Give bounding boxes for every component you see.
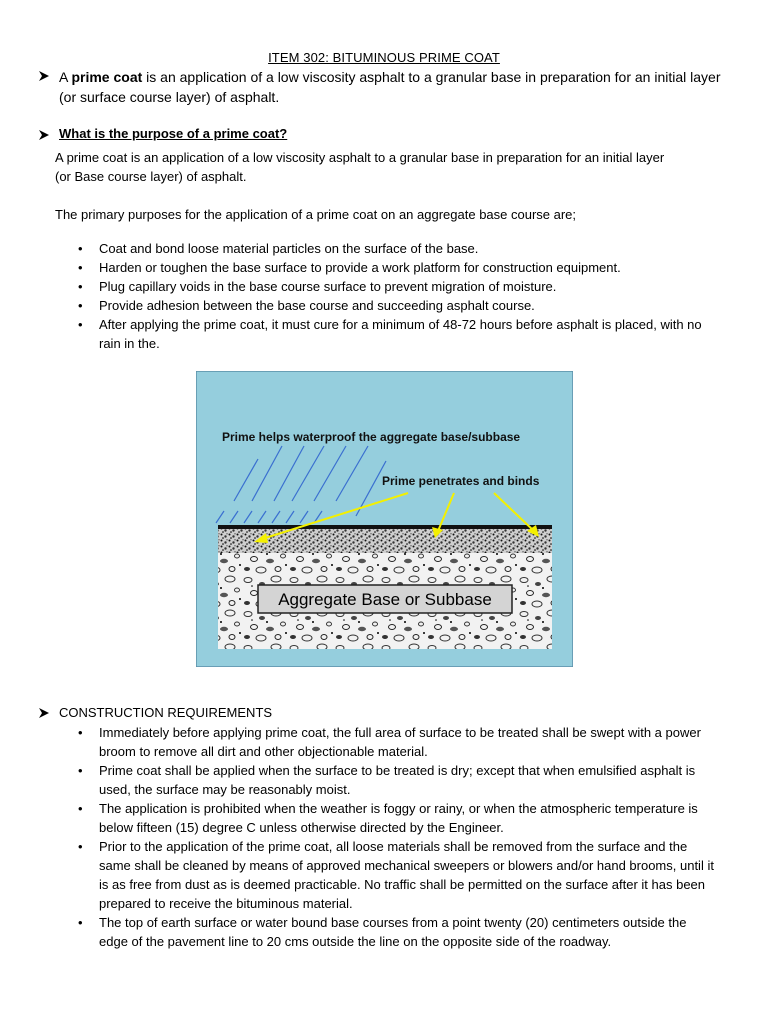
list-item: • Prior to the application of the prime coat, all loose materials shall be removed from the surface and the same shall be cleaned by means of approved mechanical sweepers or blowers and/or hand brooms, until it is as free from dust as is deemed practicable. No traffic shall be permitted on the surface after it has been prepared to receive the bituminous material. (78, 837, 718, 913)
list-item: • The application is prohibited when the weather is foggy or rainy, or when the atmospheric temperature is below fifteen (15) degree C unless otherwise directed by the Engineer. (78, 799, 718, 837)
purpose-paragraph-1 (55, 148, 725, 186)
intro-prefix: A (59, 69, 72, 85)
list-item: • After applying the prime coat, it must cure for a minimum of 48-72 hours before asphalt is placed, with no rain in the. (78, 315, 718, 353)
intro-rest-line2: (or surface course layer) of asphalt. (59, 89, 280, 105)
arrow-bullet-icon (37, 128, 51, 142)
purpose-para1-line1: A prime coat is an application of a low viscosity asphalt to a granular base in preparation for an initial layer (55, 150, 665, 165)
purpose-heading: What is the purpose of a prime coat? (59, 126, 288, 141)
construction-bullet-list (78, 723, 718, 951)
intro-paragraph (59, 67, 729, 107)
list-item: • Immediately before applying prime coat, the full area of surface to be treated shall be swept with a power broom to remove all dirt and other objectionable material. (78, 723, 718, 761)
list-item: • Coat and bond loose material particles on the surface of the base. (78, 239, 718, 258)
list-item: • Harden or toughen the base surface to provide a work platform for construction equipment. (78, 258, 718, 277)
figure-label-base: Aggregate Base or Subbase (278, 590, 492, 609)
arrow-bullet-icon (37, 706, 51, 720)
list-item: • Provide adhesion between the base course and succeeding asphalt course. (78, 296, 718, 315)
purpose-paragraph-2: The primary purposes for the application of a prime coat on an aggregate base course are; (55, 207, 577, 222)
purpose-bullet-list (78, 239, 718, 353)
figure-caption-penetrates: Prime penetrates and binds (382, 474, 540, 488)
list-item: • Plug capillary voids in the base course surface to prevent migration of moisture. (78, 277, 718, 296)
list-item: • The top of earth surface or water bound base courses from a point twenty (20) centimeters outside the edge of the pavement line to 20 cms outside the line on the opposite side of the roadway. (78, 913, 718, 951)
purpose-para1-line2: (or Base course layer) of asphalt. (55, 169, 247, 184)
list-item: • Prime coat shall be applied when the surface to be treated is dry; except that when emulsified asphalt is used, the surface may be reasonably moist. (78, 761, 718, 799)
construction-heading: CONSTRUCTION REQUIREMENTS (59, 705, 273, 720)
arrow-bullet-icon (37, 69, 51, 83)
prime-coat-diagram (196, 371, 573, 667)
figure-caption-top: Prime helps waterproof the aggregate base/subbase (222, 430, 521, 444)
intro-rest-line1: is an application of a low viscosity asphalt to a granular base in preparation for an initial layer (142, 69, 721, 85)
intro-term: prime coat (71, 69, 143, 85)
document-title: ITEM 302: BITUMINOUS PRIME COAT (268, 50, 500, 65)
